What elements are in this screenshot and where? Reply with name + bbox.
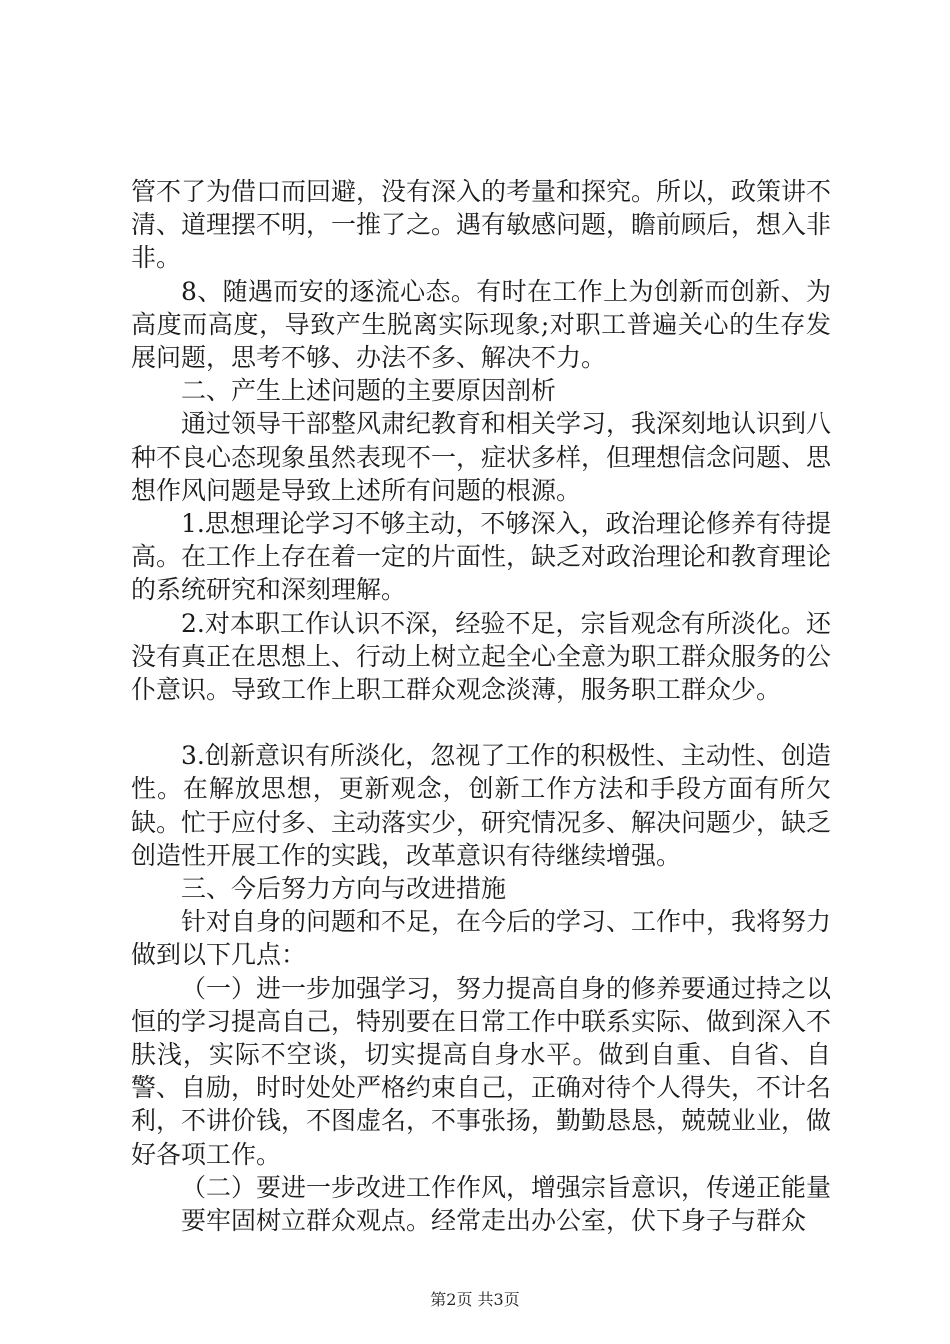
paragraph-measures-intro: 针对自身的问题和不足，在今后的学习、工作中，我将努力做到以下几点： bbox=[131, 907, 832, 970]
section-heading-3: 三、今后努力方向与改进措施 bbox=[181, 874, 507, 904]
paragraph-continuation: 管不了为借口而回避，没有深入的考量和探究。所以，政策讲不清、道理摆不明，一推了之。遇有敏感问题，瞻前顾后，想入非非。 bbox=[131, 177, 832, 273]
paragraph-measure-2-body: 要牢固树立群众观点。经常走出办公室，伏下身子与群众 bbox=[181, 1206, 807, 1236]
page-number-footer: 第2页 共3页 bbox=[430, 1290, 520, 1309]
paragraph-measure-1: （一）进一步加强学习，努力提高自身的修养要通过持之以恒的学习提高自己，特别要在日常工作中联系实际、做到深入不肤浅，实际不空谈，切实提高自身水平。做到自重、自省、自警、自励，时时处处严格约束自己，正确对待个人得失，不计名利，不讲价钱，不图虚名，不事张扬，勤勤恳恳，兢兢业业，做好各项工作。 bbox=[131, 973, 832, 1169]
paragraph-cause-1: 1.思想理论学习不够主动，不够深入，政治理论修养有待提高。在工作上存在着一定的片面性，缺乏对政治理论和教育理论的系统研究和深刻理解。 bbox=[131, 509, 832, 605]
document-body bbox=[131, 175, 831, 1237]
paragraph-cause-2: 2.对本职工作认识不深，经验不足，宗旨观念有所淡化。还没有真正在思想上、行动上树立起全心全意为职工群众服务的公仆意识。导致工作上职工群众观念淡薄，服务职工群众少。 bbox=[131, 608, 832, 705]
paragraph-item-8: 8、随遇而安的逐流心态。有时在工作上为创新而创新、为高度而高度，导致产生脱离实际现象;对职工普遍关心的生存发展问题，思考不够、办法不多、解决不力。 bbox=[131, 276, 831, 373]
paragraph-analysis-intro: 通过领导干部整风肃纪教育和相关学习，我深刻地认识到八种不良心态现象虽然表现不一，症状多样，但理想信念问题、思想作风问题是导致上述所有问题的根源。 bbox=[131, 409, 832, 505]
paragraph-cause-3: 3.创新意识有所淡化，忽视了工作的积极性、主动性、创造性。在解放思想，更新观念，创新工作方法和手段方面有所欠缺。忙于应付多、主动落实少，研究情况多、解决问题少，缺乏创造性开展工作的实践，改革意识有待继续增强。 bbox=[131, 741, 832, 870]
paragraph-measure-2-heading: （二）要进一步改进工作作风，增强宗旨意识，传递正能量 bbox=[181, 1172, 832, 1202]
section-heading-2: 二、产生上述问题的主要原因剖析 bbox=[181, 376, 557, 406]
